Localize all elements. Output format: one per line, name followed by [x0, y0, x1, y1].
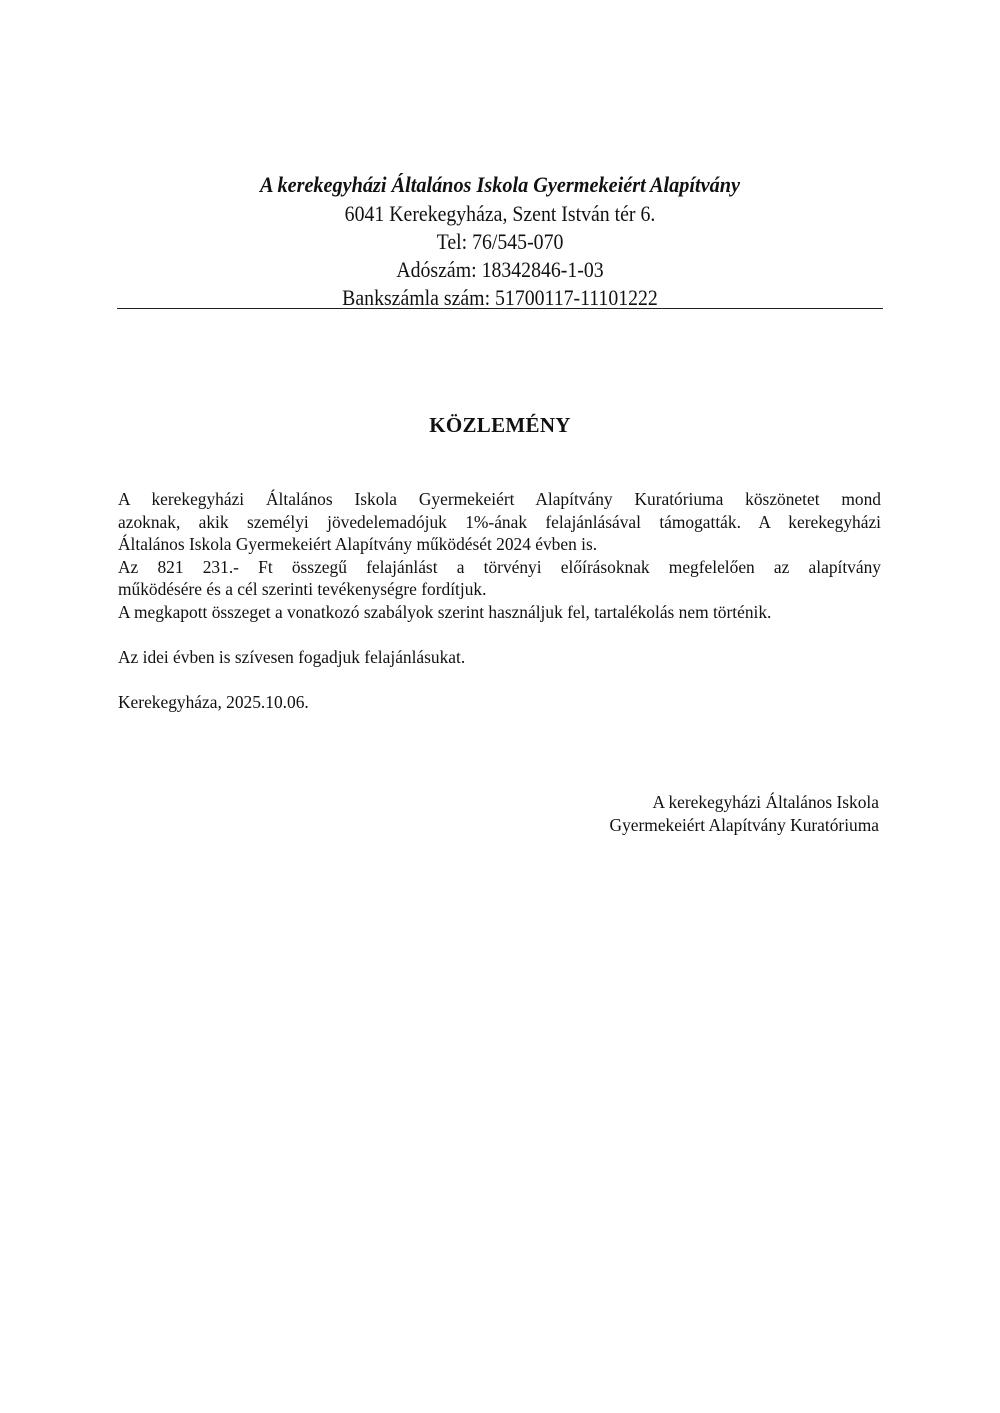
- signature-line: Gyermekeiért Alapítvány Kuratóriuma: [609, 814, 879, 835]
- paragraph-amount-line: Az 821 231.- Ft összegű felajánlást a törvényi előírásoknak megfelelően az alapítvány: [118, 556, 881, 577]
- signature-line: A kerekegyházi Általános Iskola: [652, 792, 879, 812]
- document-body: [118, 488, 881, 713]
- paragraph-amount-line: működésére és a cél szerinti tevékenységre fordítjuk.: [118, 579, 487, 599]
- paragraph-thanks-line: A kerekegyházi Általános Iskola Gyermekeiért Alapítvány Kuratóriuma köszönetet mond: [118, 489, 881, 509]
- paragraph-invitation: Az idei évben is szívesen fogadjuk felajánlásukat.: [118, 646, 466, 667]
- letterhead: [117, 170, 883, 312]
- organization-bank-account: Bankszámla szám: 51700117-11101222: [342, 285, 658, 310]
- header-divider: [117, 308, 883, 309]
- spacer: [118, 668, 881, 691]
- paragraph-usage: A megkapott összeget a vonatkozó szabályok szerint használjuk fel, tartalékolás nem történik.: [118, 601, 772, 622]
- paragraph-thanks-line: Általános Iskola Gyermekeiért Alapítvány működését 2024 évben is.: [118, 534, 598, 554]
- document-title: KÖZLEMÉNY: [429, 413, 571, 437]
- spacer: [118, 623, 881, 646]
- place-and-date: Kerekegyháza, 2025.10.06.: [118, 691, 309, 712]
- paragraph-thanks-line: azoknak, akik személyi jövedelemadójuk 1%-ának felajánlásával támogatták. A kerekegyházi: [118, 511, 881, 532]
- organization-tax-number: Adószám: 18342846-1-03: [396, 257, 604, 282]
- signature-block: [610, 791, 879, 836]
- organization-name: A kerekegyházi Általános Iskola Gyermekeiért Alapítvány: [260, 172, 740, 197]
- paragraph-thanks: [118, 488, 881, 556]
- organization-phone: Tel: 76/545-070: [436, 229, 564, 254]
- paragraph-amount: [118, 556, 881, 601]
- organization-address: 6041 Kerekegyháza, Szent István tér 6.: [344, 201, 656, 226]
